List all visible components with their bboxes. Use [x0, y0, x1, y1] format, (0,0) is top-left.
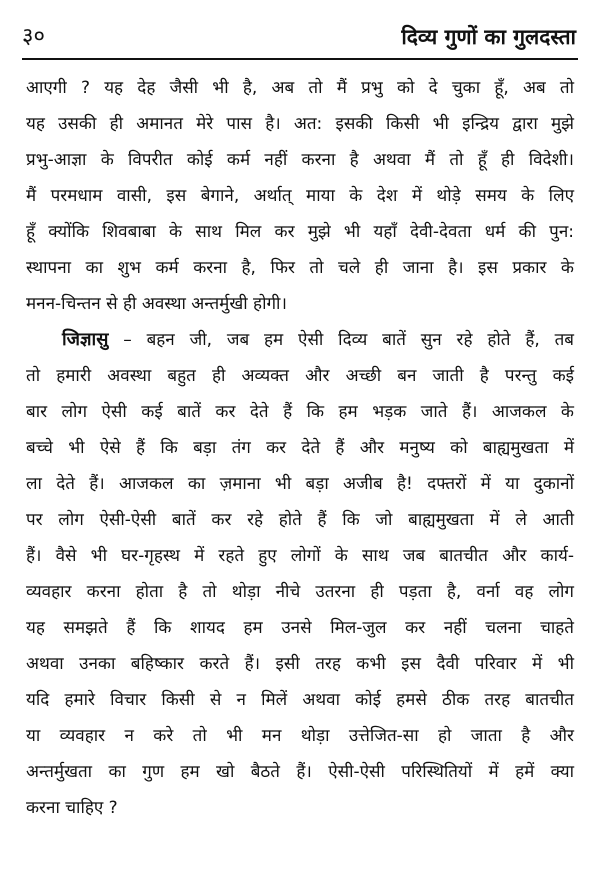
text-line: तो हमारी अवस्था बहुत ही अव्यक्त और अच्छी बन जाती है परन्तु कई [26, 366, 574, 386]
text-line: पर लोग ऐसी-ऐसी बातें कर रहे होते हैं कि जो बाह्यमुखता में ले आती [26, 510, 574, 530]
text-line: या व्यवहार न करे तो भी मन थोड़ा उत्तेजित-सा हो जाता है और [26, 726, 574, 746]
paragraph-narration [26, 70, 574, 322]
text-line: करना चाहिए ? [26, 798, 118, 818]
text-line: व्यवहार करना होता है तो थोड़ा नीचे उतरना ही पड़ता है, वर्ना वह लोग [26, 582, 574, 602]
text-line: यदि हमारे विचार किसी से न मिलें अथवा कोई हमसे ठीक तरह बातचीत [26, 690, 574, 710]
text-line: हैं। वैसे भी घर-गृहस्थ में रहते हुए लोगों के साथ जब बातचीत और कार्य- [26, 546, 574, 566]
paragraph-question [26, 322, 574, 826]
text-line: प्रभु-आज्ञा के विपरीत कोई कर्म नहीं करना है अथवा मैं तो हूँ ही विदेशी। [26, 150, 574, 170]
text-line [26, 322, 574, 358]
text-line: स्थापना का शुभ कर्म करना है, फिर तो चले ही जाना है। इस प्रकार के [26, 258, 574, 278]
text-line: यह उसकी ही अमानत मेरे पास है। अत: इसकी किसी भी इन्द्रिय द्वारा मुझे [26, 114, 574, 134]
text-line: मनन-चिन्तन से ही अवस्था अन्तर्मुखी होगी। [26, 294, 287, 314]
text-line: यह समझते हैं कि शायद हम उनसे मिल-जुल कर नहीं चलना चाहते [26, 618, 574, 638]
header-rule [22, 58, 578, 60]
text-line: अन्तर्मुखता का गुण हम खो बैठते हैं। ऐसी-ऐसी परिस्थितियों में हमें क्या [26, 762, 574, 782]
page-header [22, 22, 578, 56]
text-line: बार लोग ऐसी कई बातें कर देते हैं कि हम भड़क जाते हैं। आजकल के [26, 402, 574, 422]
text-line: बच्चे भी ऐसे हैं कि बड़ा तंग कर देते हैं और मनुष्य को बाह्यमुखता में [26, 438, 574, 458]
body-text [26, 70, 574, 826]
text-line: मैं परमधाम वासी, इस बेगाने, अर्थात् माया के देश में थोड़े समय के लिए [26, 186, 574, 206]
text-line: हूँ क्योंकि शिवबाबा के साथ मिल कर मुझे भी यहाँ देवी-देवता धर्म की पुन: [26, 222, 574, 242]
running-title: दिव्य गुणों का गुलदस्ता [401, 25, 576, 49]
text-line: अथवा उनका बहिष्कार करते हैं। इसी तरह कभी इस दैवी परिवार में भी [26, 654, 574, 674]
text-line: ला देते हैं। आजकल का ज़माना भी बड़ा अजीब है! दफ्तरों में या दुकानों [26, 474, 574, 494]
page-number: ३० [22, 24, 45, 49]
speaker-text: – बहन जी, जब हम ऐसी दिव्य बातें सुन रहे होते हैं, तब [108, 330, 574, 350]
speaker-label: जिज्ञासु [62, 329, 109, 350]
text-line: आएगी ? यह देह जैसी भी है, अब तो मैं प्रभु को दे चुका हूँ, अब तो [26, 78, 574, 98]
